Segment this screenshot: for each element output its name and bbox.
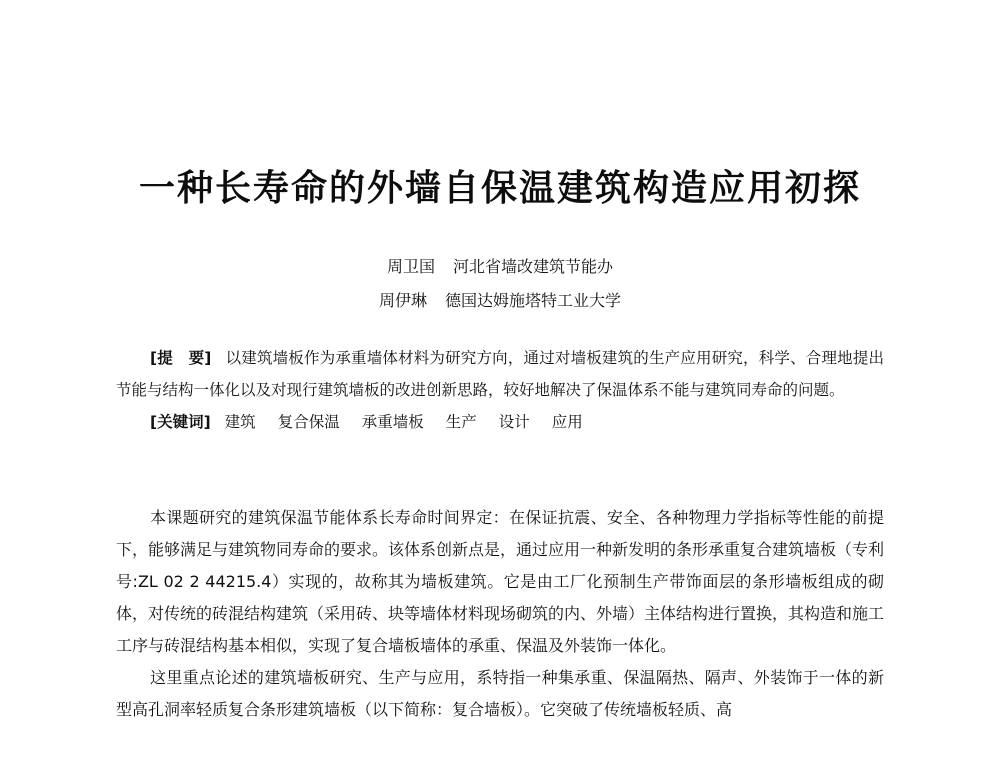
keywords-label: [关键词]: [150, 413, 211, 431]
abstract-text: 以建筑墙板作为承重墙体材料为研究方向，通过对墙板建筑的生产应用研究，科学、合理地提出节能与结构一体化以及对现行建筑墙板的改进创新思路，较好地解决了保温体系不能与建筑同寿命的问题。: [116, 349, 884, 399]
body-text: [116, 502, 884, 726]
body-paragraph: 这里重点论述的建筑墙板研究、生产与应用，系特指一种集承重、保温隔热、隔声、外装饰于一体的新型高孔洞率轻质复合条形建筑墙板（以下简称：复合墙板）。它突破了传统墙板轻质、高: [116, 668, 884, 719]
keyword: 复合保温: [277, 413, 340, 431]
author-affiliation: 德国达姆施塔特工业大学: [445, 291, 622, 310]
keywords-paragraph: [116, 406, 884, 438]
keyword: 承重墙板: [361, 413, 424, 431]
author-name: 周伊琳: [378, 291, 427, 310]
author-block: [0, 250, 1000, 318]
body-paragraph: 本课题研究的建筑保温节能体系长寿命时间界定：在保证抗震、安全、各种物理力学指标等性能的前提下，能够满足与建筑物同寿命的要求。该体系创新点是，通过应用一种新发明的条形承重复合建筑墙板（专利号:ZL 02 2 44215.4）实现的，故称其为墙板建筑。它是由工厂化预制生产带饰面层的条形墙板组成的砌体，对传统的砖混结构建筑（采用砖、块等墙体材料现场砌筑的内、外墙）主体结构进行置换，其构造和施工工序与砖混结构基本相似，实现了复合墙板墙体的承重、保温及外装饰一体化。: [116, 508, 885, 655]
author-line: [0, 250, 1000, 284]
keyword: 应用: [551, 413, 583, 431]
keyword: 生产: [445, 413, 477, 431]
abstract-paragraph: [116, 342, 884, 406]
paper-title: 一种长寿命的外墙自保温建筑构造应用初探: [138, 168, 861, 209]
keyword: 设计: [498, 413, 530, 431]
author-affiliation: 河北省墙改建筑节能办: [453, 257, 614, 276]
abstract-label: [提 要]: [150, 349, 212, 367]
author-line: [0, 284, 1000, 318]
abstract-section: [116, 342, 884, 438]
keyword: 建筑: [224, 413, 256, 431]
author-name: 周卫国: [386, 257, 435, 276]
